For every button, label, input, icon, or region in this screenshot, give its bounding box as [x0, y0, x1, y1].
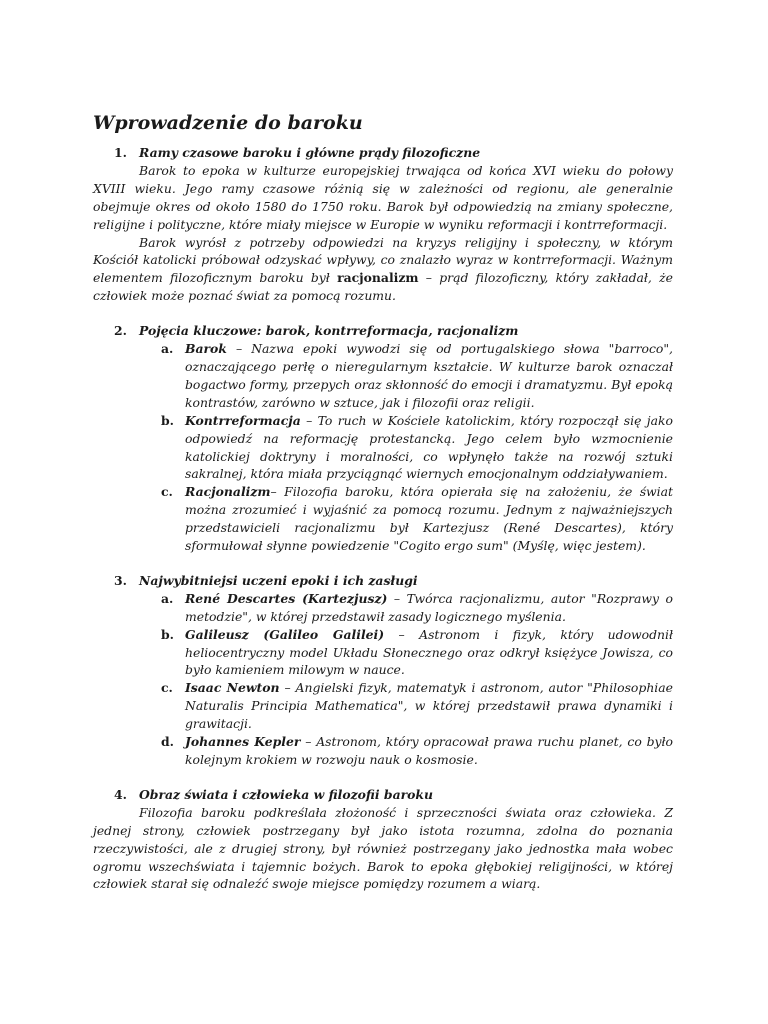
paragraph [93, 234, 673, 306]
section-heading [93, 144, 673, 162]
section-heading-text: Pojęcia kluczowe: barok, kontrreformacja, racjonalizm [139, 323, 519, 339]
list-item [93, 412, 673, 484]
list-item-text: – Astronom, który opracował prawa ruchu planet, co było kolejnym krokiem w rozwoju nauk o kosmosie. [185, 734, 673, 767]
section-heading [93, 572, 673, 590]
document-title: Wprowadzenie do baroku [93, 112, 363, 134]
list-item-text: – Angielski fizyk, matematyk i astronom, autor "Philosophiae Naturalis Principia Mathematica", w której przedstawił prawa dynamiki i grawitacji. [185, 680, 673, 732]
list-item [93, 483, 673, 555]
section-number: 3. [114, 572, 127, 588]
list-item [93, 733, 673, 769]
section-2 [93, 322, 673, 555]
list-item-term: Isaac Newton [185, 680, 280, 696]
paragraph: Filozofia baroku podkreślała złożoność i sprzeczności świata oraz człowieka. Z jednej strony, człowiek postrzegany był jako istota rozumna, zdolna do poznania rzeczywistości, ale z drugiej strony, był również postrzegany jako jednostka mała wobec ogromu wszechświata i tajemnic bożych. Barok to epoka głębokiej religijności, w której człowiek starał się odnaleźć swoje miejsce pomiędzy rozumem a wiarą. [93, 804, 673, 892]
section-number: 1. [114, 145, 127, 160]
list-item-text: – Twórca racjonalizmu, autor "Rozprawy o metodzie", w której przedstawił zasady logicznego myślenia. [185, 590, 673, 624]
list-item-text: – Nazwa epoki wywodzi się od portugalskiego słowa "barroco", oznaczającego perłę o nieregularnym kształcie. W kulturze barok oznaczał bogactwo formy, przepych oraz skłonność do emocji i dramatyzmu. Był epoką kontrastów, zarówno w sztuce, jak i filozofii oraz religii. [185, 341, 673, 410]
list-item-letter: d. [161, 734, 174, 750]
list-item-letter: c. [161, 484, 173, 500]
section-number: 2. [114, 323, 127, 339]
paragraph-text: – prąd filozoficzny, który zakładał, że człowiek może poznać świat za pomocą rozumu. [93, 270, 673, 304]
list-item [93, 626, 673, 680]
list-item-term: Barok [185, 341, 227, 357]
list-item-letter: a. [161, 341, 174, 357]
section-heading-text: Ramy czasowe baroku i główne prądy filozoficzne [139, 145, 481, 160]
section-heading [93, 322, 673, 340]
list-item-letter: b. [161, 626, 174, 642]
list-item-term: René Descartes (Kartezjusz) [185, 590, 388, 606]
list-item-letter: c. [161, 680, 173, 696]
paragraph-text: Barok wyrósł z potrzeby odpowiedzi na kryzys religijny i społeczny, w którym Kościół katolicki próbował odzyskać wpływy, co znalazło wyraz w kontrreformacji. Ważnym elementem filozoficznym baroku był [93, 234, 673, 286]
list-item-term: Galileusz (Galileo Galilei) [185, 626, 385, 642]
list-item-term: Racjonalizm [185, 484, 271, 500]
section-heading-text: Najwybitniejsi uczeni epoki i ich zasługi [139, 572, 418, 588]
list-item-text: – Astronom i fizyk, który udowodnił heliocentryczny model Układu Słonecznego oraz odkrył księżyce Jowisza, co było kamieniem milowym w nauce. [185, 626, 673, 678]
list-item-letter: a. [161, 590, 174, 606]
list-item-term: Kontrreformacja [185, 412, 301, 428]
bold-term: racjonalizm [337, 270, 419, 286]
document-body [93, 144, 673, 893]
list-item [93, 340, 673, 412]
section-number: 4. [114, 786, 127, 802]
list-item-text: – Filozofia baroku, która opierała się na założeniu, że świat można zrozumieć i wyjaśnić za pomocą rozumu. Jednym z najważniejszych przedstawicieli racjonalizmu był Kartezjusz (René Descartes), który sformułował słynne powiedzenie "Cogito ergo sum" (Myślę, więc jestem). [185, 484, 673, 554]
section-3 [93, 572, 673, 769]
section-4 [93, 786, 673, 893]
list-item [93, 679, 673, 733]
paragraph: Barok to epoka w kulturze europejskiej trwająca od końca XVI wieku do połowy XVIII wieku. Jego ramy czasowe różnią się w zależności od regionu, ale generalnie obejmuje okres od około 1580 do 1750 roku. Barok był odpowiedzią na zmiany społeczne, religijne i polityczne, które miały miejsce w Europie w wyniku reformacji i kontrreformacji. [93, 162, 673, 232]
section-heading-text: Obraz świata i człowieka w filozofii baroku [139, 786, 433, 802]
section-heading [93, 786, 673, 804]
list-item-text: – To ruch w Kościele katolickim, który rozpoczął się jako odpowiedź na reformację protestancką. Jego celem było wzmocnienie katolickiej doktryny i moralności, co wpłynęło także na rozwój sztuki sakralnej, która miała przyciągnąć wiernych emocjonalnym oddziaływaniem. [185, 412, 673, 482]
list-item-letter: b. [161, 412, 174, 428]
section-1 [93, 144, 673, 305]
list-item-term: Johannes Kepler [185, 734, 301, 750]
list-item [93, 590, 673, 626]
